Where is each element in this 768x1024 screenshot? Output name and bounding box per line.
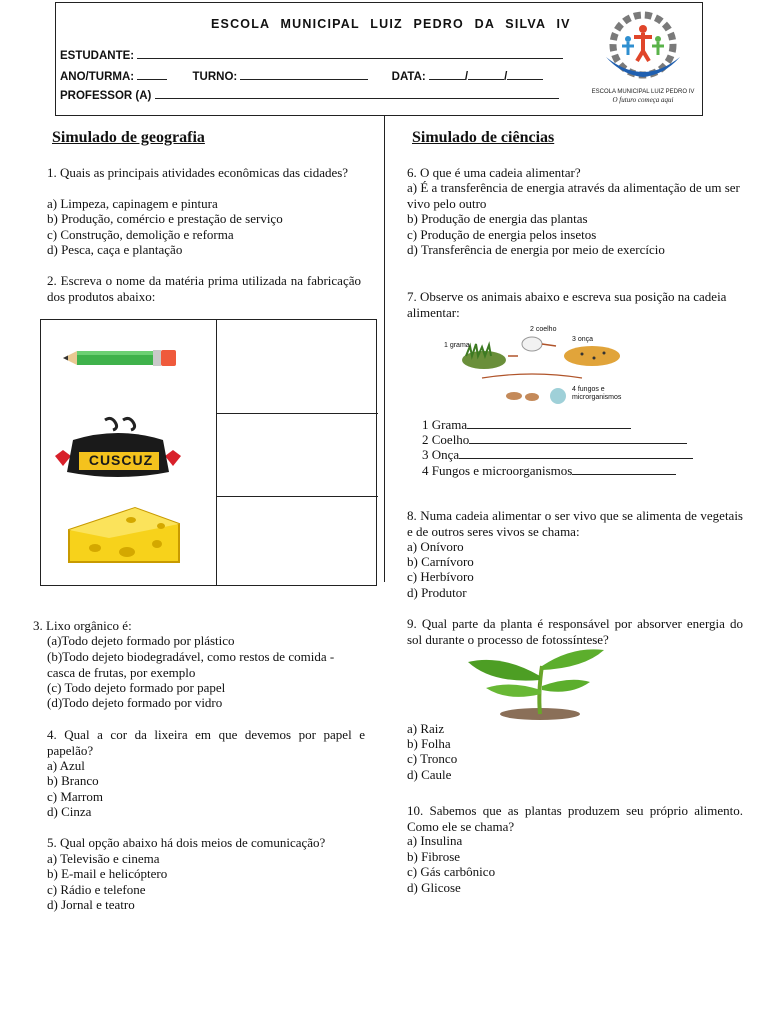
q8-option-a[interactable]: a) Onívoro [407, 539, 464, 554]
plant-image [462, 646, 608, 722]
shift-field[interactable] [240, 68, 368, 80]
q9-option-a[interactable]: a) Raiz [407, 721, 445, 736]
q5-option-d[interactable]: d) Jornal e teatro [47, 897, 135, 912]
chain-label-fungos: 4 fungos e microrganismos [572, 386, 622, 401]
geography-title: Simulado de geografia [52, 129, 205, 146]
q5-option-b[interactable]: b) E-mail e helicóptero [47, 866, 168, 881]
date-label: DATA: [391, 71, 426, 83]
class-row [60, 68, 543, 83]
date-day-field[interactable] [429, 68, 465, 80]
question-7: 7. Observe os animais abaixo e escreva sua posição na cadeia alimentar: [407, 289, 727, 320]
q7-item-2: 2 Coelho [422, 431, 687, 448]
q10-option-d[interactable]: d) Glicose [407, 880, 461, 895]
q9-option-b[interactable]: b) Folha [407, 736, 451, 751]
question-5: 5. Qual opção abaixo há dois meios de comunicação? [47, 835, 326, 850]
chain-label-coelho: 2 coelho [530, 326, 557, 333]
date-year-field[interactable] [507, 68, 543, 80]
shift-label: TURNO: [192, 71, 238, 83]
q6-option-a[interactable]: a) É a transferência de energia através da alimentação de um ser vivo pelo outro [407, 180, 740, 211]
q3-option-a[interactable]: (a)Todo dejeto formado por plástico [47, 633, 235, 648]
question-8: 8. Numa cadeia alimentar o ser vivo que se alimenta de vegetais e de outros seres vivos se chama: [407, 508, 743, 539]
q1-option-c[interactable]: c) Construção, demolição e reforma [47, 227, 234, 242]
cuscuz-label: CUSCUZ [88, 452, 154, 468]
q3-option-c[interactable]: (c) Todo dejeto formado por papel [47, 680, 226, 695]
chain-label-onca: 3 onça [572, 336, 594, 343]
q8-option-b[interactable]: b) Carnívoro [407, 554, 474, 569]
chain-label-grama: 1 grama [444, 342, 470, 349]
logo-school-text: ESCOLA MUNICIPAL LUIZ PEDRO IV [591, 89, 695, 95]
student-label: ESTUDANTE: [60, 50, 135, 62]
student-field[interactable] [137, 47, 563, 59]
q10-option-a[interactable]: a) Insulina [407, 833, 463, 848]
school-logo [584, 5, 702, 113]
q6-option-d[interactable]: d) Transferência de energia por meio de exercício [407, 242, 665, 257]
q6-option-c[interactable]: c) Produção de energia pelos insetos [407, 227, 597, 242]
cheese-image [65, 504, 183, 566]
q4-option-d[interactable]: d) Cinza [47, 804, 92, 819]
table-divider [216, 496, 378, 497]
q7-item-4: 4 Fungos e microorganismos [422, 462, 676, 479]
question-9: 9. Qual parte da planta é responsável por absorver energia do sol durante o processo de fotossíntese? [407, 616, 743, 647]
q7-answer-2[interactable] [469, 431, 687, 444]
q7-answer-3[interactable] [459, 446, 693, 459]
class-label: ANO/TURMA: [60, 71, 135, 83]
table-divider [216, 413, 378, 414]
q8-option-c[interactable]: c) Herbívoro [407, 569, 474, 584]
column-divider [384, 116, 385, 582]
q4-option-c[interactable]: c) Marrom [47, 789, 103, 804]
question-6: 6. O que é uma cadeia alimentar? [407, 165, 581, 180]
cuscuz-image [45, 416, 191, 482]
table-divider [216, 320, 217, 585]
school-name: ESCOLA MUNICIPAL LUIZ PEDRO DA SILVA IV [211, 17, 571, 31]
q4-option-a[interactable]: a) Azul [47, 758, 85, 773]
question-2: 2. Escreva o nome da matéria prima utilizada na fabricação dos produtos abaixo: [47, 273, 361, 304]
food-chain-diagram [442, 322, 648, 412]
question-1: 1. Quais as principais atividades econômicas das cidades? [47, 165, 349, 180]
pencil-image [61, 346, 179, 370]
date-separator: / [504, 71, 508, 83]
science-title: Simulado de ciências [412, 129, 555, 146]
date-month-field[interactable] [468, 68, 504, 80]
date-separator: / [464, 71, 469, 83]
q7-item-3: 3 Onça [422, 446, 693, 463]
q1-option-d[interactable]: d) Pesca, caça e plantação [47, 242, 183, 257]
q7-answer-1[interactable] [467, 416, 631, 429]
q10-option-b[interactable]: b) Fibrose [407, 849, 461, 864]
student-row [60, 47, 563, 62]
teacher-row [60, 87, 559, 102]
teacher-label: PROFESSOR (A) [60, 90, 152, 102]
q9-option-c[interactable]: c) Tronco [407, 751, 458, 766]
q9-option-d[interactable]: d) Caule [407, 767, 452, 782]
q6-option-b[interactable]: b) Produção de energia das plantas [407, 211, 588, 226]
q5-option-c[interactable]: c) Rádio e telefone [47, 882, 146, 897]
q8-option-d[interactable]: d) Produtor [407, 585, 467, 600]
q1-option-a[interactable]: a) Limpeza, capinagem e pintura [47, 196, 218, 211]
teacher-field[interactable] [155, 87, 559, 99]
q3-option-b[interactable]: (b)Todo dejeto biodegradável, como restos de comida - casca de frutas, por exemplo [47, 649, 335, 680]
logo-tagline: O futuro começa aqui [612, 96, 674, 104]
q3-option-d[interactable]: (d)Todo dejeto formado por vidro [47, 695, 223, 710]
q5-option-a[interactable]: a) Televisão e cinema [47, 851, 160, 866]
q7-item-1: 1 Grama [422, 416, 631, 433]
question-3: 3. Lixo orgânico é: [33, 618, 132, 633]
q10-option-c[interactable]: c) Gás carbônico [407, 864, 496, 879]
materials-table [40, 319, 377, 586]
question-4: 4. Qual a cor da lixeira em que devemos por papel e papelão? [47, 727, 365, 758]
header-box [55, 2, 703, 116]
q4-option-b[interactable]: b) Branco [47, 773, 99, 788]
q1-option-b[interactable]: b) Produção, comércio e prestação de serviço [47, 211, 283, 226]
q7-answer-4[interactable] [572, 462, 676, 475]
question-10: 10. Sabemos que as plantas produzem seu próprio alimento. Como ele se chama? [407, 803, 743, 834]
class-field[interactable] [137, 68, 167, 80]
